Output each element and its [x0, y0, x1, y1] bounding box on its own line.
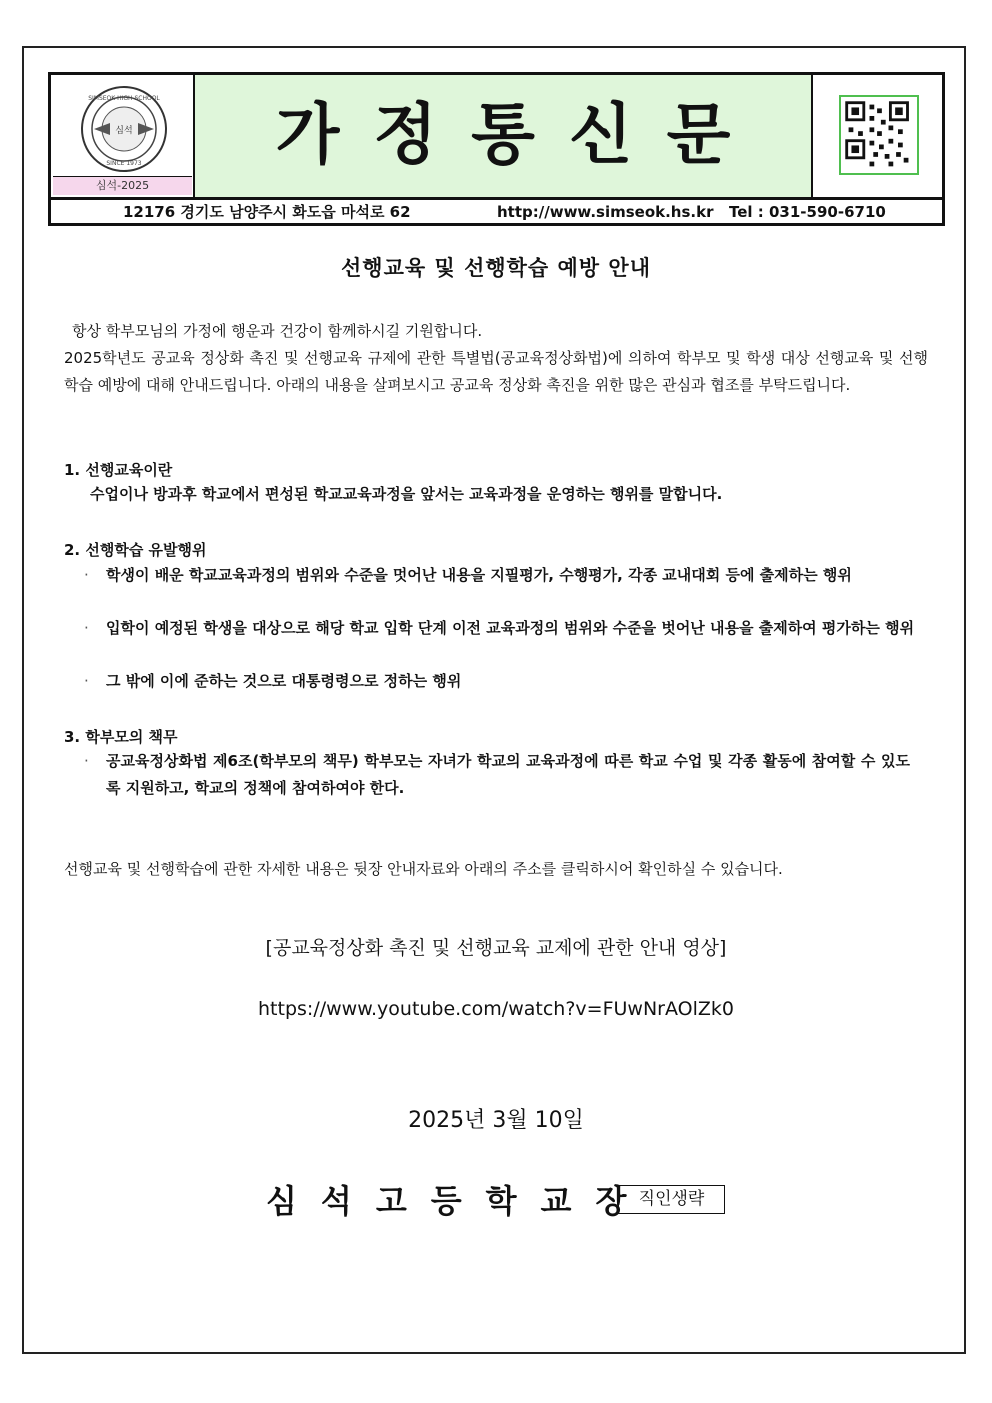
principal-name: 심석고등학교장: [266, 1182, 651, 1220]
section-2-heading: 2. 선행학습 유발행위: [64, 541, 207, 559]
list-item-text: 입학이 예정된 학생을 대상으로 해당 학교 입학 단계 이전 교육과정의 범위와 수준을 벗어난 내용을 출제하여 평가하는 행위: [106, 619, 915, 637]
section-1-heading: 1. 선행교육이란: [64, 461, 173, 479]
svg-text:심석: 심석: [115, 126, 133, 136]
list-item-text: 학생이 배운 학교교육과정의 범위와 수준을 멋어난 내용을 지필평가, 수행평가, 각종 교내대회 등에 출제하는 행위: [106, 566, 852, 584]
issue-date: 2025년 3월 10일: [408, 1108, 584, 1133]
bullet-dot: ·: [84, 752, 89, 770]
section-1-body: 수업이나 방과후 학교에서 편성된 학교교육과정을 앞서는 교육과정을 운영하는 행위를 말합니다.: [90, 485, 723, 503]
school-address: 12176 경기도 남양주시 화도읍 마석로 62: [123, 203, 411, 221]
document-code-label: 심석-2025: [53, 176, 192, 195]
svg-text:SIMSEOK HIGH SCHOOL: SIMSEOK HIGH SCHOOL: [88, 95, 160, 102]
bullet-dot: ·: [84, 672, 89, 690]
letterhead: [48, 72, 945, 226]
qr-code-icon[interactable]: [839, 95, 919, 175]
document-title: 선행교육 및 선행학습 예방 안내: [341, 256, 651, 280]
page-border: [22, 46, 966, 1354]
contact-row: [51, 197, 942, 223]
intro-greeting: 항상 학부모님의 가정에 행운과 건강이 함께하시길 기원합니다.: [72, 322, 483, 340]
video-title: [공교육정상화 촉진 및 선행교육 교제에 관한 안내 영상]: [265, 937, 727, 959]
seal-omitted-box: 직인생략: [618, 1185, 725, 1214]
school-website-link[interactable]: http://www.simseok.hs.kr: [497, 203, 714, 221]
bullet-dot: ·: [84, 619, 89, 637]
list-item: [84, 668, 926, 695]
list-item-text: 공교육정상화법 제6조(학부모의 책무) 학부모는 자녀가 학교의 교육과정에 따른 학교 수업 및 각종 활동에 참여할 수 있도록 지원하고, 학교의 정책에 참여하여야 한다.: [106, 752, 910, 797]
logo-cell: [51, 75, 195, 197]
bullet-dot: ·: [84, 566, 89, 584]
section-3-heading: 3. 학부모의 책무: [64, 728, 178, 746]
newsletter-title: 가정통신문: [275, 96, 765, 173]
list-item: [84, 562, 926, 589]
list-item: [84, 748, 910, 802]
svg-text:SINCE 1973: SINCE 1973: [106, 160, 142, 167]
school-phone: Tel : 031-590-6710: [729, 203, 886, 221]
qr-cell: [813, 75, 942, 197]
intro-paragraph: 2025학년도 공교육 정상화 촉진 및 선행교육 규제에 관한 특별법(공교육정상화법)에 의하여 학부모 및 학생 대상 선행교육 및 선행학습 예방에 대해 안내드립니다. 아래의 내용을 살펴보시고 공교육 정상화 촉진을 위한 많은 관심과 협조를 부탁드립니다.: [64, 349, 928, 394]
school-emblem-icon: [80, 85, 168, 173]
list-item: [84, 615, 926, 642]
title-cell: [195, 75, 813, 197]
closing-note: 선행교육 및 선행학습에 관한 자세한 내용은 뒷장 안내자료와 아래의 주소를 클릭하시어 확인하실 수 있습니다.: [64, 860, 783, 878]
list-item-text: 그 밖에 이에 준하는 것으로 대통령령으로 정하는 행위: [106, 672, 462, 690]
video-link[interactable]: https://www.youtube.com/watch?v=FUwNrAOlZk0: [258, 998, 734, 1020]
